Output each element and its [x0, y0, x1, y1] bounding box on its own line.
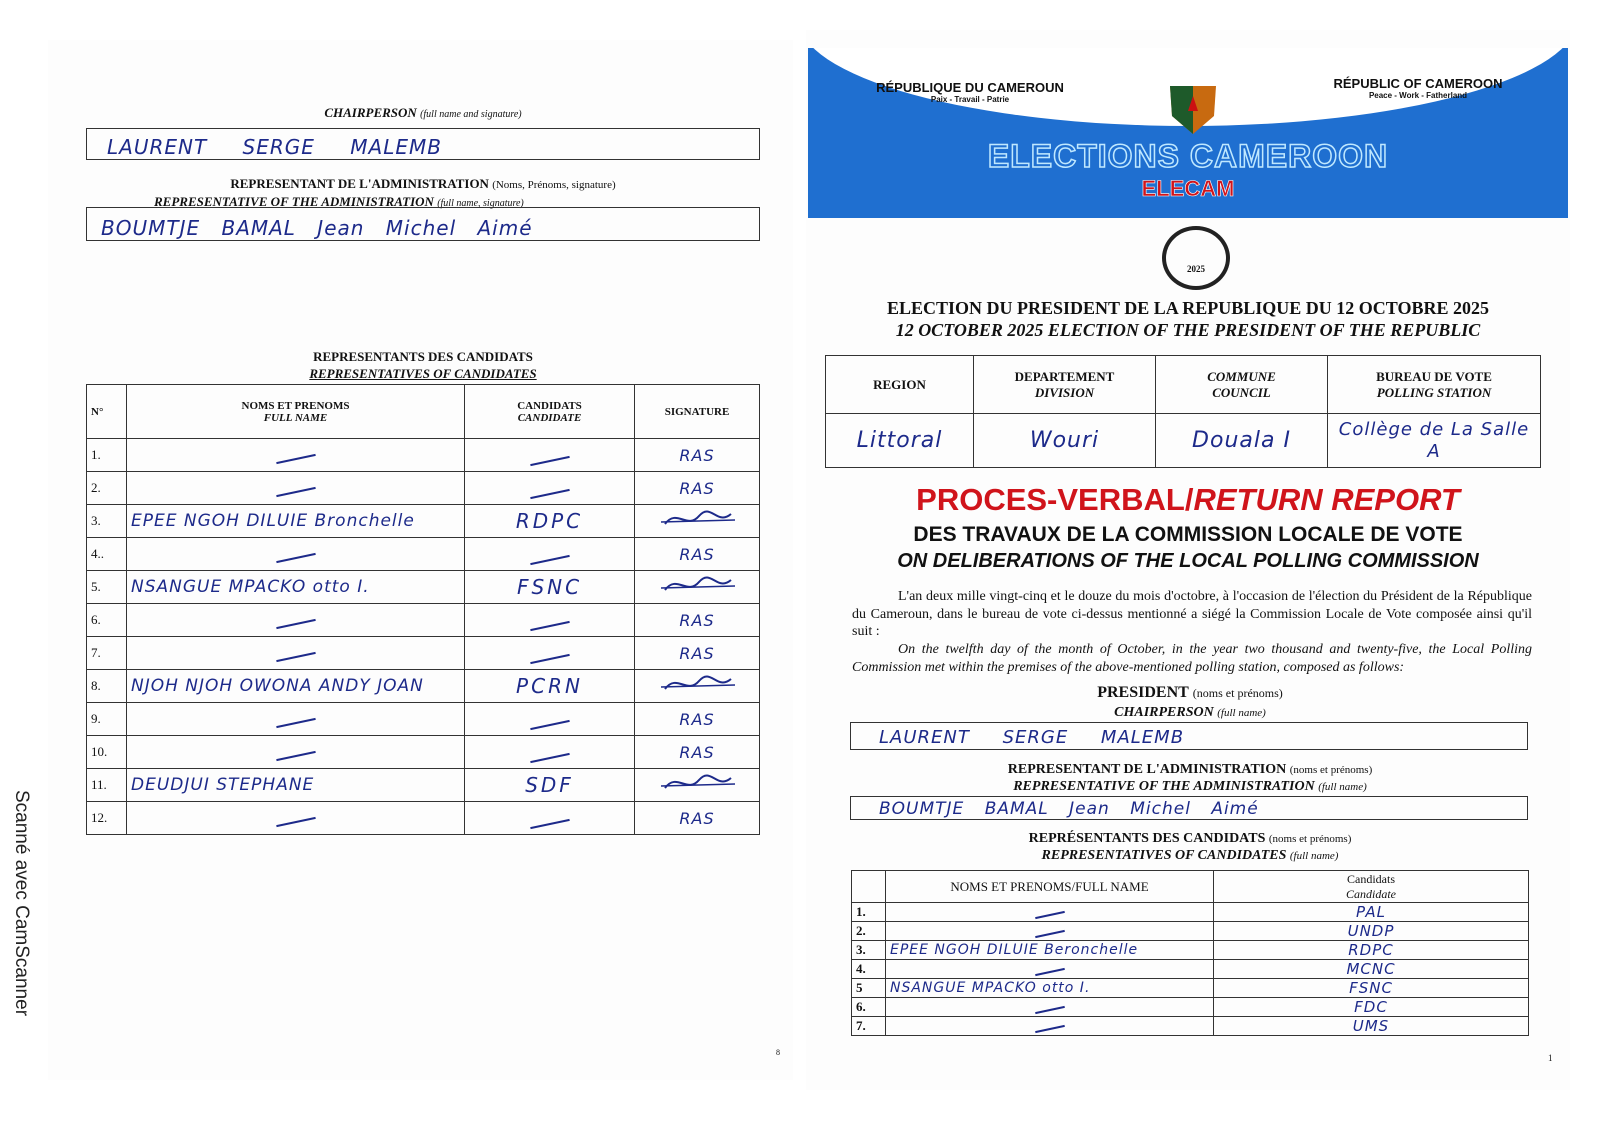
table-row	[87, 670, 760, 703]
row-number: 6.	[87, 604, 127, 637]
chairperson-field: LAURENT SERGE MALEMB	[86, 128, 760, 160]
row-number: 6.	[852, 998, 886, 1017]
left-reps-table: N° NOMS ET PRENOMS FULL NAME CANDIDATS CANDIDATE SIGNATURE 1. RAS 2. RAS 3. EPEE NGOH DILUIE Bronchelle RDPC 4.. RAS 5. NSANGUE MPACKO otto I. FSNC 6. RAS 7. RAS 8. NJOH NJOH OWONA ANDY JOAN PCRN 9. RAS 10. RAS 11. DEUDJUI STEPHANE SDF 12. RAS	[86, 384, 760, 835]
rep-signature	[635, 505, 760, 538]
rep-name: EPEE NGOH DILUIE Beronchelle	[886, 941, 1214, 960]
row-number: 4.	[852, 960, 886, 979]
table-row	[87, 571, 760, 604]
admin-heading-en: REPRESENTATIVE OF THE ADMINISTRATION (full name, signature)	[154, 194, 524, 209]
table-row	[852, 998, 1529, 1017]
row-number: 11.	[87, 769, 127, 802]
rep-name: NJOH NJOH OWONA ANDY JOAN	[127, 670, 465, 703]
rep-candidate	[465, 736, 635, 769]
rep-name: EPEE NGOH DILUIE Bronchelle	[127, 505, 465, 538]
admin-field: BOUMTJE BAMAL Jean Michel Aimé	[86, 207, 760, 241]
council-value: Douala I	[1156, 414, 1328, 468]
rep-signature: RAS	[635, 703, 760, 736]
table-row	[87, 802, 760, 835]
rep-name	[886, 903, 1214, 922]
admin-field-right: BOUMTJE BAMAL Jean Michel Aimé	[850, 796, 1528, 820]
row-number: 9.	[87, 703, 127, 736]
table-row	[87, 637, 760, 670]
republic-fr: RÉPUBLIQUE DU CAMEROUN Paix - Travail - Patrie	[876, 80, 1064, 104]
admin-heading-right-en: REPRESENTATIVE OF THE ADMINISTRATION (full name)	[1013, 779, 1367, 794]
table-row	[852, 979, 1529, 998]
rep-name	[127, 538, 465, 571]
election-title-en: 12 OCTOBER 2025 ELECTION OF THE PRESIDENT OF THE REPUBLIC	[895, 320, 1481, 340]
rep-candidate	[465, 538, 635, 571]
rep-candidate: PCRN	[465, 670, 635, 703]
rep-name: NSANGUE MPACKO otto I.	[886, 979, 1214, 998]
rep-name	[886, 922, 1214, 941]
banner-title: ELECTIONS CAMEROON	[987, 138, 1389, 174]
row-number: 5.	[87, 571, 127, 604]
signature-icon	[657, 770, 737, 796]
banner-sub: ELECAM	[1141, 176, 1235, 201]
rep-name	[127, 637, 465, 670]
table-row	[87, 538, 760, 571]
rep-candidate: FSNC	[1214, 979, 1529, 998]
rep-candidate	[465, 604, 635, 637]
location-table: REGION DEPARTEMENT DIVISION COMMUNE COUNCIL BUREAU DE VOTE POLLING STATION Littoral Wouri Douala I Collège de La Salle A	[825, 355, 1541, 468]
table-row	[852, 1017, 1529, 1036]
table-row	[87, 439, 760, 472]
rep-candidate	[465, 472, 635, 505]
right-page-number: 1	[1548, 1053, 1553, 1063]
paragraph-fr: L'an deux mille vingt-cinq et le douze du mois d'octobre, à l'occasion de l'élection du Président de la République du Cameroun, dans le bureau de vote ci-dessus mentionné a siégé la Commission Locale de Vote composée ainsi qu'il suit :	[852, 589, 1532, 639]
table-row	[852, 922, 1529, 941]
row-number: 3.	[87, 505, 127, 538]
chair-field-right: LAURENT SERGE MALEMB	[850, 722, 1528, 750]
row-number: 7.	[852, 1017, 886, 1036]
signature-icon	[657, 671, 737, 697]
rep-candidate: PAL	[1214, 903, 1529, 922]
admin-heading-fr: REPRESENTANT DE L'ADMINISTRATION (Noms, Prénoms, signature)	[230, 176, 616, 191]
rep-candidate	[465, 439, 635, 472]
rep-candidate: FDC	[1214, 998, 1529, 1017]
table-row	[87, 472, 760, 505]
rep-candidate: UMS	[1214, 1017, 1529, 1036]
rep-name	[886, 960, 1214, 979]
rep-signature: RAS	[635, 802, 760, 835]
chairperson-heading: CHAIRPERSON (full name and signature)	[324, 105, 522, 120]
election-title-fr: ELECTION DU PRESIDENT DE LA REPUBLIQUE DU 12 OCTOBRE 2025	[887, 298, 1489, 318]
rep-candidate: RDPC	[465, 505, 635, 538]
rep-name: NSANGUE MPACKO otto I.	[127, 571, 465, 604]
table-row	[87, 604, 760, 637]
rep-signature: RAS	[635, 472, 760, 505]
row-number: 7.	[87, 637, 127, 670]
rep-signature: RAS	[635, 439, 760, 472]
table-row	[87, 769, 760, 802]
rep-name	[127, 802, 465, 835]
rep-name	[127, 439, 465, 472]
reps-title-en: REPRESENTATIVES OF CANDIDATES	[309, 366, 537, 381]
rep-candidate: MCNC	[1214, 960, 1529, 979]
row-number: 4..	[87, 538, 127, 571]
table-row	[852, 941, 1529, 960]
table-row	[87, 505, 760, 538]
table-row	[852, 903, 1529, 922]
admin-heading-right-fr: REPRESENTANT DE L'ADMINISTRATION (noms et prénoms)	[1007, 762, 1373, 777]
rep-signature: RAS	[635, 637, 760, 670]
reps-heading-right-fr: REPRÉSENTANTS DES CANDIDATS (noms et prénoms)	[1028, 831, 1352, 846]
row-number: 12.	[87, 802, 127, 835]
coat-of-arms-icon	[1158, 76, 1228, 138]
rep-name	[127, 472, 465, 505]
signature-icon	[657, 572, 737, 598]
rep-name: DEUDJUI STEPHANE	[127, 769, 465, 802]
paragraph-en: On the twelfth day of the month of October, in the year two thousand and twenty-five, the Local Polling Commission met within the premises of the above-mentioned polling station, composed as follows:	[852, 642, 1532, 675]
row-number: 10.	[87, 736, 127, 769]
rep-candidate	[465, 802, 635, 835]
rep-name	[886, 998, 1214, 1017]
reps-heading-right-en: REPRESENTATIVES OF CANDIDATES (full name)	[1041, 848, 1339, 863]
row-number: 1.	[87, 439, 127, 472]
right-reps-table: NOMS ET PRENOMS/FULL NAME Candidats Candidate 1. PAL 2. UNDP 3. EPEE NGOH DILUIE Beronchelle RDPC 4. MCNC 5 NSANGUE MPACKO otto I. FSNC 6. FDC 7. UMS	[851, 870, 1529, 1036]
region-value: Littoral	[826, 414, 974, 468]
rep-signature	[635, 769, 760, 802]
rep-name	[127, 736, 465, 769]
rep-name	[127, 604, 465, 637]
president-heading: PRESIDENT (noms et prénoms)	[1097, 684, 1283, 701]
republic-en: RÉPUBLIC OF CAMEROON Peace - Work - Fatherland	[1333, 76, 1503, 100]
rep-candidate	[465, 703, 635, 736]
rep-signature	[635, 571, 760, 604]
left-page-number: 8	[776, 1048, 780, 1057]
chairperson-heading-right: CHAIRPERSON (full name)	[1114, 705, 1266, 720]
election-seal: 2025	[1162, 226, 1230, 290]
row-number: 2.	[87, 472, 127, 505]
division-value: Wouri	[974, 414, 1156, 468]
subtitle-fr: DES TRAVAUX DE LA COMMISSION LOCALE DE VOTE	[913, 523, 1463, 546]
signature-icon	[657, 506, 737, 532]
rep-candidate: RDPC	[1214, 941, 1529, 960]
rep-signature: RAS	[635, 736, 760, 769]
rep-name	[886, 1017, 1214, 1036]
row-number: 1.	[852, 903, 886, 922]
reps-title-fr: REPRESENTANTS DES CANDIDATS	[313, 349, 533, 364]
table-row	[852, 960, 1529, 979]
row-number: 3.	[852, 941, 886, 960]
table-row	[87, 736, 760, 769]
row-number: 8.	[87, 670, 127, 703]
subtitle-en: ON DELIBERATIONS OF THE LOCAL POLLING COMMISSION	[897, 550, 1479, 572]
rep-signature	[635, 670, 760, 703]
report-title: PROCES-VERBAL/RETURN REPORT	[916, 482, 1460, 517]
rep-candidate: SDF	[465, 769, 635, 802]
rep-candidate: UNDP	[1214, 922, 1529, 941]
table-row	[87, 703, 760, 736]
row-number: 5	[852, 979, 886, 998]
rep-name	[127, 703, 465, 736]
scanner-watermark: Scanné avec CamScanner	[11, 790, 32, 1017]
row-number: 2.	[852, 922, 886, 941]
rep-signature: RAS	[635, 538, 760, 571]
rep-signature: RAS	[635, 604, 760, 637]
rep-candidate	[465, 637, 635, 670]
rep-candidate: FSNC	[465, 571, 635, 604]
polling-station-value: Collège de La Salle A	[1328, 414, 1541, 468]
